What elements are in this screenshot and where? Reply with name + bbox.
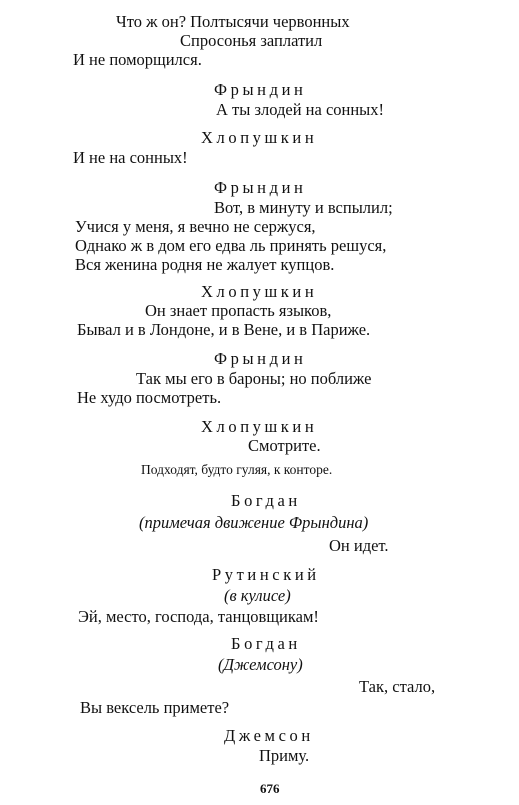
stage-direction: (примечая движение Фрындина) (139, 513, 369, 532)
verse-line: Так мы его в бароны; но поближе (136, 369, 372, 388)
speaker-name: Фрындин (214, 80, 307, 99)
verse-line: Приму. (259, 746, 310, 765)
verse-line: Вы вексель примете? (80, 698, 230, 717)
speaker-name: Хлопушкин (201, 128, 318, 147)
speaker-name: Хлопушкин (201, 282, 318, 301)
verse-line: Однако ж в дом его едва ль принять решуся, (75, 236, 387, 255)
verse-line: Смотрите. (248, 436, 321, 455)
verse-line: Эй, место, господа, танцовщикам! (78, 607, 319, 626)
verse-line: А ты злодей на сонных! (216, 100, 385, 119)
stage-direction: (в кулисе) (224, 586, 291, 605)
speaker-name: Фрындин (214, 178, 307, 197)
stage-direction: (Джемсону) (218, 655, 303, 674)
verse-line: Вот, в минуту и вспылил; (214, 198, 393, 217)
speaker-name: Хлопушкин (201, 417, 318, 436)
stage-direction: Подходят, будто гуляя, к конторе. (141, 462, 333, 477)
verse-line: Вся женина родня не жалует купцов. (75, 255, 335, 274)
speaker-name: Богдан (231, 634, 301, 653)
verse-line: И не поморщился. (73, 50, 202, 69)
speaker-name: Богдан (231, 491, 301, 510)
speaker-name: Рутинский (212, 565, 320, 584)
verse-line: Учися у меня, я вечно не сержуся, (75, 217, 316, 236)
verse-line: Он знает пропасть языков, (145, 301, 332, 320)
verse-line: Так, стало, (359, 677, 436, 696)
verse-line: И не на сонных! (73, 148, 188, 167)
verse-line: Бывал и в Лондоне, и в Вене, и в Париже. (77, 320, 371, 339)
speaker-name: Фрындин (214, 349, 307, 368)
verse-line: Спросонья заплатил (180, 31, 323, 50)
verse-line: Не худо посмотреть. (77, 388, 222, 407)
page-number: 676 (260, 781, 280, 796)
speaker-name: Джемсон (224, 726, 314, 745)
verse-line: Он идет. (329, 536, 389, 555)
verse-line: Что ж он? Полтысячи червонных (116, 12, 350, 31)
